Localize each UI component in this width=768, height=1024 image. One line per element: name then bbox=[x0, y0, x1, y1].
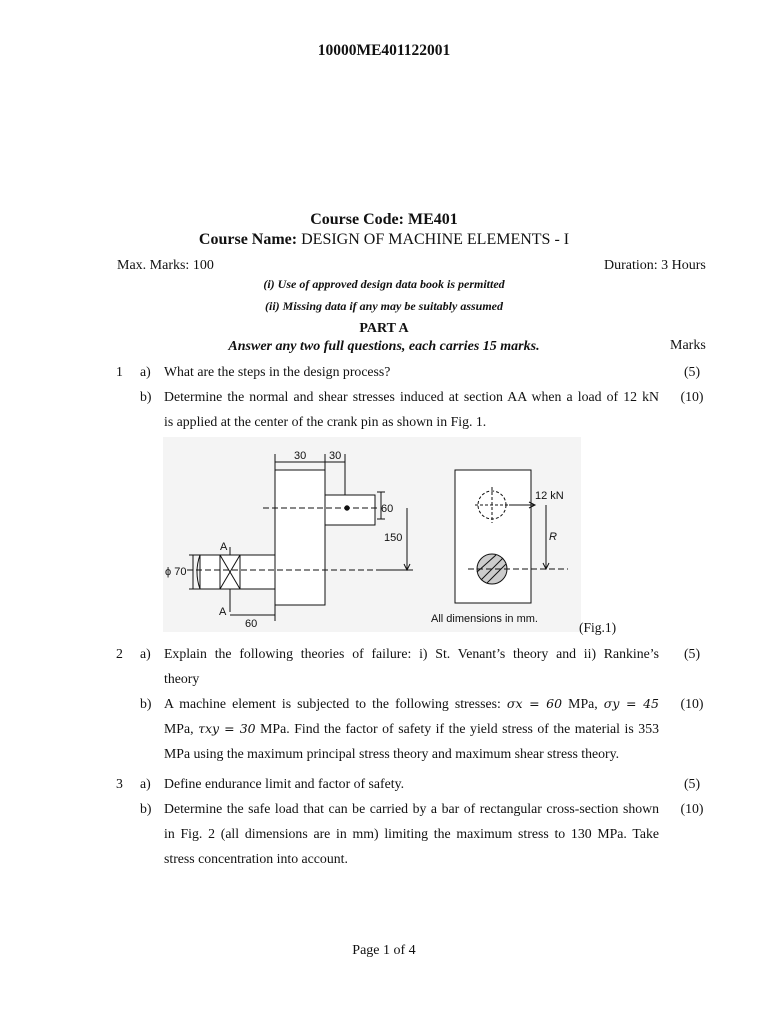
paper-code: 10000ME401122001 bbox=[317, 42, 451, 59]
instruction-1: (i) Use of approved design data book is permitted bbox=[263, 277, 505, 291]
question-text: Define endurance limit and factor of safety. bbox=[164, 776, 405, 791]
question-number: 1 bbox=[116, 364, 123, 379]
sub-label: a) bbox=[140, 646, 151, 661]
dim-label: 30 bbox=[294, 450, 307, 462]
sigma-x: σx = 60 bbox=[506, 696, 563, 711]
crank-pin bbox=[325, 495, 375, 525]
crank-web bbox=[275, 470, 325, 605]
course-name-label: Course Name: bbox=[198, 231, 298, 248]
question-marks: (10) bbox=[680, 696, 704, 711]
question-text: MPa, τxy = 30 MPa. Find the factor of safety if the yield stress of the material is 353 bbox=[164, 721, 659, 736]
figure-caption: (Fig.1) bbox=[579, 620, 617, 635]
sub-label: a) bbox=[140, 364, 151, 379]
part-title: PART A bbox=[359, 321, 409, 336]
instruction-2: (ii) Missing data if any may be suitably assumed bbox=[264, 299, 503, 313]
sub-label: b) bbox=[140, 389, 152, 404]
question-marks: (5) bbox=[683, 646, 701, 661]
course-name-value: DESIGN OF MACHINE ELEMENTS - I bbox=[301, 231, 570, 248]
question-text: in Fig. 2 (all dimensions are in mm) limiting the maximum stress to 130 MPa. Take bbox=[164, 826, 659, 841]
question-marks: (10) bbox=[680, 801, 704, 816]
part-instruction: Answer any two full questions, each carries 15 marks. bbox=[228, 339, 540, 354]
question-text: Determine the normal and shear stresses induced at section AA when a load of 12 kN bbox=[164, 389, 659, 404]
sub-label: b) bbox=[140, 696, 152, 711]
page-number: Page 1 of 4 bbox=[352, 943, 416, 958]
course-code: Course Code: ME401 bbox=[310, 211, 458, 228]
question-number: 3 bbox=[116, 776, 123, 791]
question-marks: (5) bbox=[683, 776, 701, 791]
question-marks: (5) bbox=[683, 364, 701, 379]
question-text: What are the steps in the design process? bbox=[164, 364, 391, 379]
load-label: 12 kN bbox=[535, 490, 564, 502]
section-label: A bbox=[219, 606, 227, 618]
question-text: MPa using the maximum principal stress theory and maximum shear stress theory. bbox=[164, 746, 620, 761]
dim-label: 60 bbox=[245, 618, 258, 630]
dim-label: 60 bbox=[381, 503, 394, 515]
tau-xy: τxy = 30 bbox=[198, 721, 256, 736]
question-marks: (10) bbox=[680, 389, 704, 404]
radius-label: R bbox=[549, 531, 557, 543]
dim-label: ϕ 70 bbox=[165, 566, 187, 578]
marks-header: Marks bbox=[670, 338, 706, 353]
question-text: A machine element is subjected to the following stresses: σx = 60 MPa, σy = 45 bbox=[164, 696, 659, 711]
question-text: Determine the safe load that can be carried by a bar of rectangular cross-section shown bbox=[164, 801, 659, 816]
sigma-y: σy = 45 bbox=[603, 696, 659, 711]
duration: Duration: 3 Hours bbox=[604, 258, 706, 273]
question-text: is applied at the center of the crank pin as shown in Fig. 1. bbox=[164, 414, 487, 429]
sub-label: b) bbox=[140, 801, 152, 816]
crank-figure bbox=[163, 437, 581, 632]
max-marks: Max. Marks: 100 bbox=[117, 258, 214, 273]
dim-label: 150 bbox=[384, 532, 403, 544]
question-text: Explain the following theories of failure: i) St. Venant’s theory and ii) Rankine’s bbox=[164, 646, 659, 661]
question-number: 2 bbox=[116, 646, 123, 661]
figure-note: All dimensions in mm. bbox=[431, 613, 538, 625]
section-label: A bbox=[220, 541, 228, 553]
question-text: theory bbox=[164, 671, 200, 686]
dim-label: 30 bbox=[329, 450, 342, 462]
course-name bbox=[0, 231, 768, 249]
question-text: stress concentration into account. bbox=[164, 851, 348, 866]
sub-label: a) bbox=[140, 776, 151, 791]
